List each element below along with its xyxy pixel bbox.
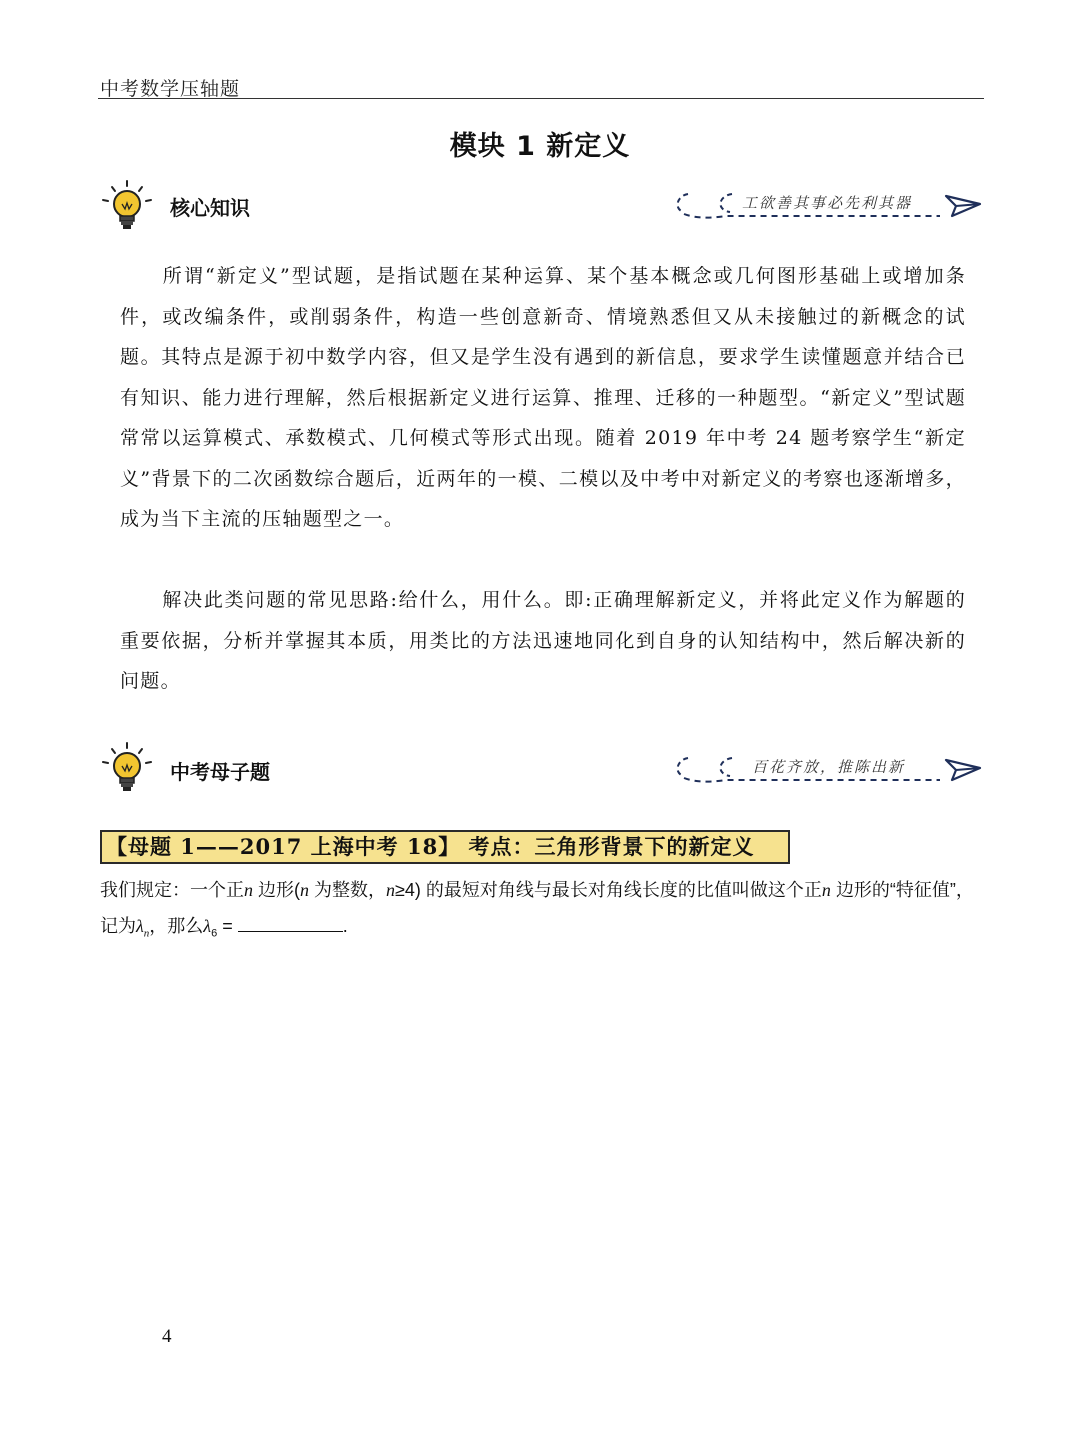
motto-banner — [670, 750, 982, 788]
header-title: 中考数学压轴题 — [100, 78, 241, 100]
paragraph-approach: 解决此类问题的常见思路:给什么，用什么。即:正确理解新定义，并将此定义作为解题的重要依据，分析并掌握其本质，用类比的方法迅速地同化到自身的认知结构中，然后解决新的问题。 — [120, 589, 966, 692]
paragraph-intro: 所谓“新定义”型试题，是指试题在某种运算、某个基本概念或几何图形基础上或增加条件，或改编条件，或削弱条件，构造一些创意新奇、情境熟悉但又从未接触过的新概念的试题。其特点是源于初中数学内容，但又是学生没有遇到的新信息，要求学生读懂题意并结合已有知识、能力进行理解，然后根据新定义进行运算、推理、迁移的一种题型。“新定义”型试题常常以运算模式、承数模式、几何模式等形式出现。随着 2019 年中考 24 题考察学生“新定义”背景下的二次函数综合题后，近两年的一模、二模以及中考中对新定义的考察也逐渐增多，成为当下主流的压轴题型之一。 — [120, 265, 966, 530]
motto-text: 百花齐放，推陈出新 — [752, 758, 906, 776]
question-text: 我们规定：一个正n 边形(n 为整数，n≥4) 的最短对角线与最长对角线长度的比值叫做这个正n 边形的“特征值”，记为$\lambda_n$，那么$\lambda_6$ = . — [100, 880, 974, 940]
paper-plane-icon — [946, 760, 980, 780]
header-divider — [98, 98, 984, 99]
section-title-core-knowledge: 核心知识 — [170, 196, 250, 220]
lightbulb-icon — [98, 740, 156, 798]
lightbulb-icon — [98, 178, 156, 236]
motto-text: 工欲善其事必先利其器 — [742, 194, 913, 212]
motto-banner — [670, 186, 982, 224]
answer-blank — [238, 913, 343, 932]
mother-question-banner: 【母题 1——2017 上海中考 18】 考点：三角形背景下的新定义 — [100, 830, 790, 864]
section-title-mother-questions: 中考母子题 — [170, 760, 270, 784]
page-number: 4 — [162, 1326, 172, 1347]
page-title: 模块 1 新定义 — [449, 131, 631, 162]
paper-plane-icon — [946, 196, 980, 216]
